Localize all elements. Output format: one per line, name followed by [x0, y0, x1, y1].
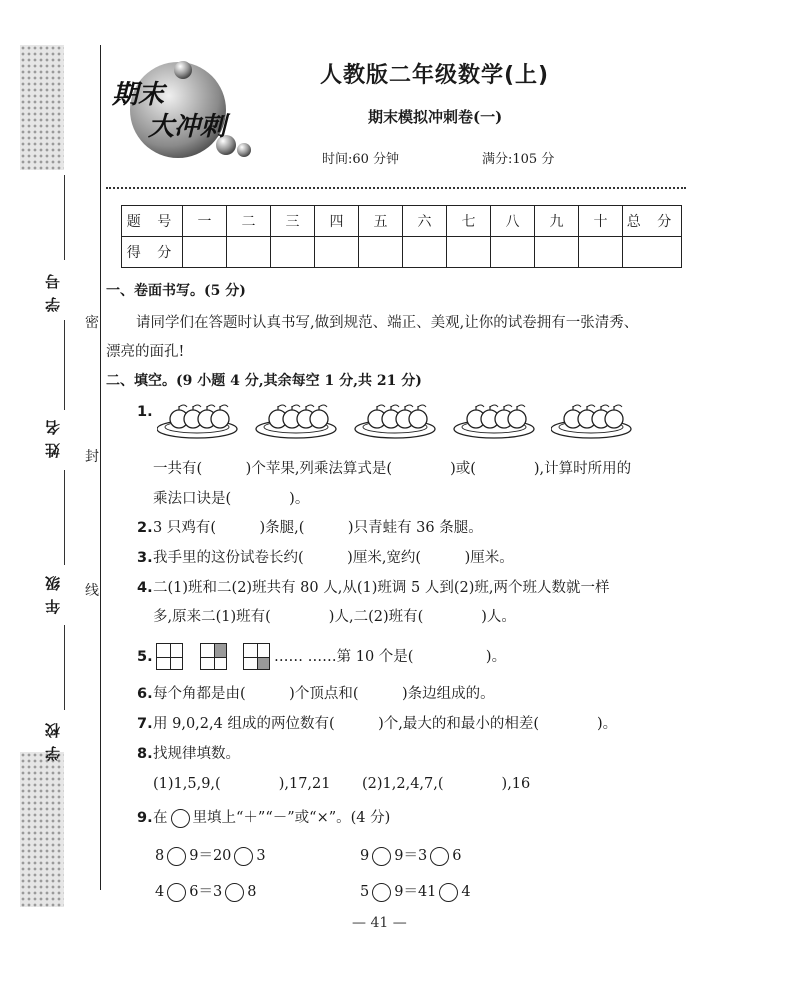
page-subtitle: 期末模拟冲刺卷(一) [368, 108, 503, 126]
eq-number: 8 [155, 848, 165, 864]
q8-sequence-2: (2)1,2,4,7,( ),16 [362, 776, 531, 792]
sidebar-pattern-bottom [20, 752, 64, 907]
score-input-cell[interactable] [447, 237, 491, 268]
grid-figure-1 [156, 643, 183, 670]
binding-line [100, 45, 101, 890]
exam-time: 时间:60 分钟 [322, 152, 400, 167]
score-table-header-row [122, 206, 682, 237]
q8-sequence-1: (1)1,5,9,( ),17,21 [153, 776, 331, 792]
eq-number: 5 [360, 884, 370, 900]
score-table-cell: 二 [227, 206, 271, 237]
seal-mi: 密 [85, 315, 99, 331]
q3-text: 我手里的这份试卷长约( )厘米,宽约( )厘米。 [153, 550, 514, 566]
q2-number: 2. [137, 520, 153, 536]
fill-line-grade [64, 470, 65, 565]
fill-line-student-id [64, 175, 65, 260]
exam-full-score: 满分:105 分 [482, 152, 555, 167]
q7-text: 用 9,0,2,4 组成的两位数有( )个,最大的和最小的相差( )。 [153, 716, 618, 732]
label-student-id: 学号 [44, 266, 62, 312]
score-input-cell[interactable] [183, 237, 227, 268]
section1-text-2: 漂亮的面孔! [106, 344, 185, 360]
q4-line-2: 多,原来二(1)班有( )人,二(2)班有( )人。 [153, 609, 516, 625]
eq-number: 9＝41 [394, 884, 437, 900]
seal-xian: 线 [85, 583, 99, 599]
score-table [121, 205, 682, 268]
answer-circle[interactable] [225, 883, 244, 902]
fill-line-school [64, 625, 65, 710]
dotted-separator [106, 187, 686, 189]
score-input-cell[interactable] [315, 237, 359, 268]
score-table-cell: 六 [403, 206, 447, 237]
eq-number: 8 [247, 884, 257, 900]
score-table-cell: 五 [359, 206, 403, 237]
score-input-cell[interactable] [403, 237, 447, 268]
logo [108, 60, 258, 165]
q6-text: 每个角都是由( )个顶点和( )条边组成的。 [153, 686, 495, 702]
score-input-cell[interactable] [359, 237, 403, 268]
q5-text: …… ……第 10 个是( )。 [274, 649, 507, 665]
q4-line-1: 二(1)班和二(2)班共有 80 人,从(1)班调 5 人到(2)班,两个班人数就一样 [153, 580, 610, 596]
page-number: — 41 — [352, 915, 407, 931]
q9-equation-row2-right [360, 882, 471, 902]
answer-circle[interactable] [439, 883, 458, 902]
score-input-cell[interactable] [535, 237, 579, 268]
logo-text-2: 大冲刺 [148, 112, 227, 142]
q4-number: 4. [137, 580, 153, 596]
score-table-cell: 九 [535, 206, 579, 237]
score-input-cell[interactable] [271, 237, 315, 268]
q9-number: 9. [137, 810, 153, 826]
label-grade: 年级 [44, 568, 62, 614]
q9-equation-row1-left [155, 846, 266, 866]
score-input-cell[interactable] [623, 237, 682, 268]
q9-text-b: 里填上“＋”“－”或“×”。(4 分) [192, 810, 391, 826]
eq-number: 9 [360, 848, 370, 864]
q9-text-a: 在 [153, 810, 168, 826]
answer-circle[interactable] [167, 883, 186, 902]
score-input-cell[interactable] [579, 237, 623, 268]
sidebar-pattern-top [20, 45, 64, 170]
score-table-cell: 总 分 [623, 206, 682, 237]
grid-figure-3 [243, 643, 270, 670]
q1-line-2: 乘法口诀是( )。 [153, 491, 310, 507]
apple-plates [157, 403, 557, 443]
score-table-cell: 四 [315, 206, 359, 237]
q8-text: 找规律填数。 [153, 746, 240, 762]
eq-number: 6 [452, 848, 462, 864]
q1-number: 1. [137, 404, 153, 420]
score-table-score-row [122, 237, 682, 268]
q2-text: 3 只鸡有( )条腿,( )只青蛙有 36 条腿。 [153, 520, 483, 536]
section1-heading: 一、卷面书写。(5 分) [106, 283, 246, 299]
q6-number: 6. [137, 686, 153, 702]
score-input-cell[interactable] [227, 237, 271, 268]
answer-circle[interactable] [372, 883, 391, 902]
answer-circle[interactable] [234, 847, 253, 866]
eq-number: 3 [256, 848, 266, 864]
eq-number: 4 [155, 884, 165, 900]
page-title: 人教版二年级数学(上) [320, 63, 550, 88]
eq-number: 6＝3 [189, 884, 223, 900]
answer-circle[interactable] [430, 847, 449, 866]
q5-number: 5. [137, 649, 153, 665]
q1-line-1: 一共有( )个苹果,列乘法算式是( )或( ),计算时所用的 [153, 461, 632, 477]
seal-feng: 封 [85, 449, 99, 465]
q8-number: 8. [137, 746, 153, 762]
eq-number: 4 [461, 884, 471, 900]
label-name: 姓名 [44, 412, 62, 458]
section1-text-1: 请同学们在答题时认真书写,做到规范、端正、美观,让你的试卷拥有一张清秀、 [136, 315, 639, 331]
logo-text-1: 期末 [112, 80, 165, 110]
q9-equation-row1-right [360, 846, 461, 866]
answer-circle[interactable] [167, 847, 186, 866]
eq-number: 9＝3 [394, 848, 428, 864]
apple-plate-5 [551, 403, 636, 443]
score-table-cell: 八 [491, 206, 535, 237]
eq-number: 9＝20 [189, 848, 232, 864]
label-school: 学校 [44, 715, 62, 761]
q3-number: 3. [137, 550, 153, 566]
q9-instruction [153, 808, 390, 828]
score-table-cell: 七 [447, 206, 491, 237]
fill-line-name [64, 320, 65, 410]
score-table-cell: 三 [271, 206, 315, 237]
section2-heading: 二、填空。(9 小题 4 分,其余每空 1 分,共 21 分) [106, 373, 422, 389]
score-input-cell[interactable] [491, 237, 535, 268]
score-table-cell: 得 分 [122, 237, 183, 268]
answer-circle[interactable] [372, 847, 391, 866]
score-table-cell: 一 [183, 206, 227, 237]
grid-figure-2 [200, 643, 227, 670]
score-table-cell: 题 号 [122, 206, 183, 237]
circle-icon [171, 809, 190, 828]
q7-number: 7. [137, 716, 153, 732]
q9-equation-row2-left [155, 882, 256, 902]
score-table-cell: 十 [579, 206, 623, 237]
